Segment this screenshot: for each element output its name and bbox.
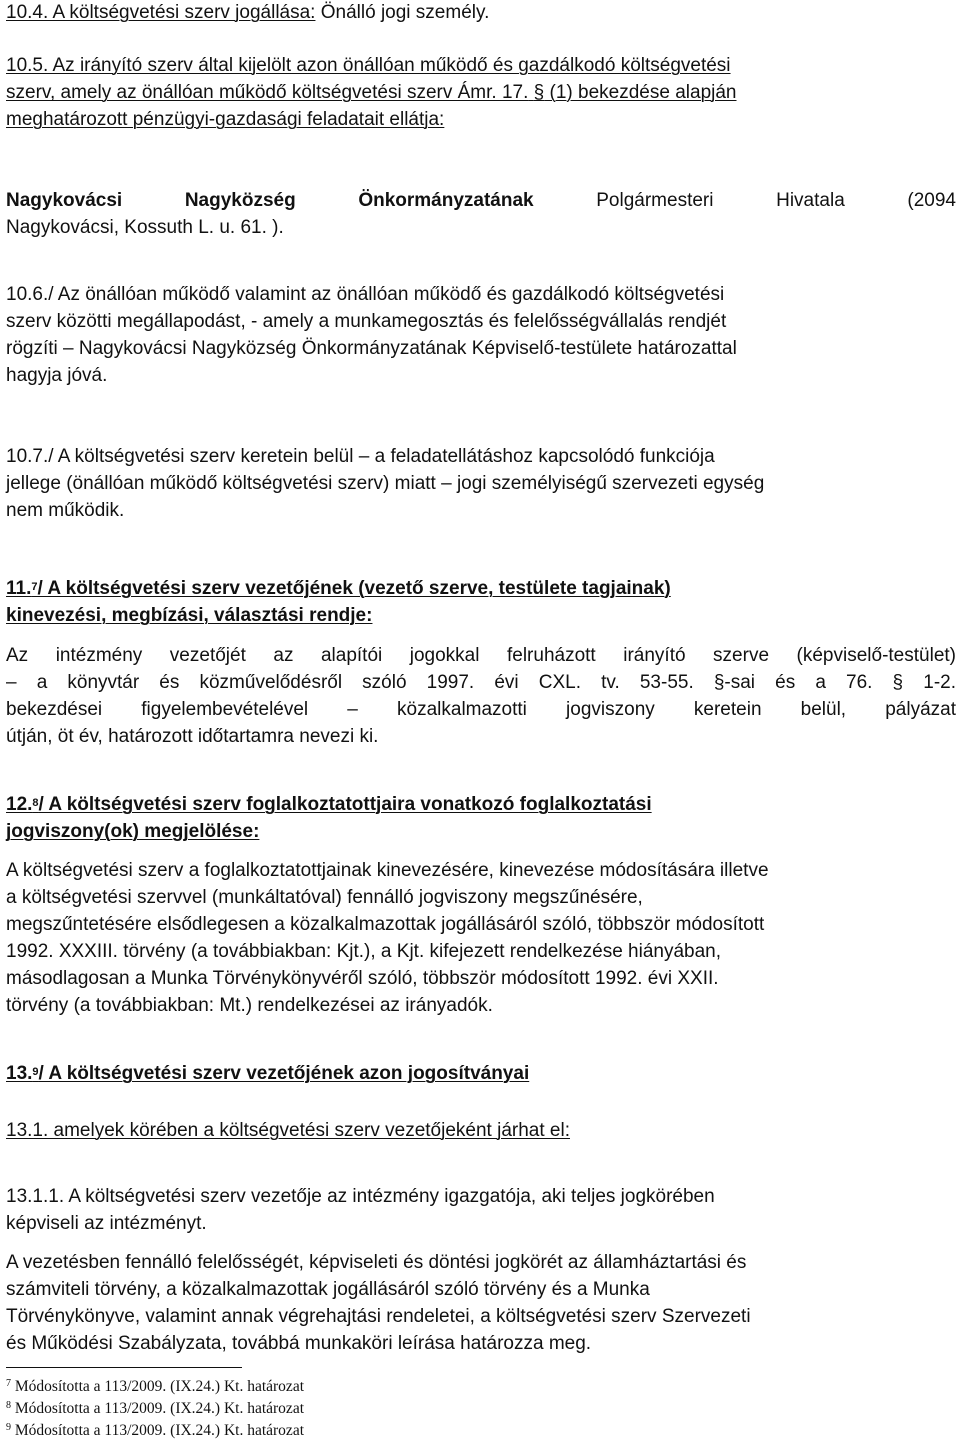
section-12-heading-2: jogviszony(ok) megjelölése: bbox=[6, 821, 260, 842]
section-10-4-value: Önálló jogi személy. bbox=[315, 2, 490, 23]
section-12-body-line-4: 1992. XXXIII. törvény (a továbbiakban: Kjt.), a Kjt. kifejezett rendelkezése hiányában, bbox=[6, 941, 722, 962]
footnote-9: $^9$ Módosította a 113/2009. (IX.24.) Kt. határozat bbox=[6, 1422, 305, 1439]
section-13-para-line-1: A vezetésben fennálló felelősségét, képviseleti és döntési jogkörét az államháztartási és bbox=[6, 1252, 747, 1273]
section-10-5-line-1: 10.5. Az irányító szerv által kijelölt azon önállóan működő és gazdálkodó költségvetési bbox=[6, 55, 731, 76]
section-sign: § bbox=[533, 82, 545, 103]
section-12-body-line-3: megszűntetésére elsődlegesen a közalkalmazottak jogállásáról szóló, többször módosított bbox=[6, 914, 765, 935]
section-10-5-line-2: szerv, amely az önállóan működő költségvetési szerv Ámr. 17. § (1) bekezdése alapján bbox=[6, 82, 737, 103]
section-13-1-1-line-2: képviseli az intézményt. bbox=[6, 1213, 207, 1234]
footnote-separator bbox=[6, 1367, 242, 1368]
footnote-7: $^7$ Módosította a 113/2009. (IX.24.) Kt. határozat bbox=[6, 1378, 305, 1395]
section-10-4 bbox=[6, 2, 489, 24]
organisation-line-1: Nagykovácsi Nagyközség Önkormányzatának Polgármesteri Hivatala (2094 bbox=[6, 190, 956, 211]
section-13-1-1-line-1: 13.1.1. A költségvetési szerv vezetője az intézmény igazgatója, aki teljes jogkörében bbox=[6, 1186, 715, 1207]
footnote-ref-8: 8 bbox=[32, 797, 39, 809]
section-10-5-line-3: meghatározott pénzügyi-gazdasági feladatait ellátja: bbox=[6, 109, 445, 130]
section-10-7-line-2: jellege (önállóan működő költségvetési szerv) miatt – jogi személyiségű szervezeti egység bbox=[6, 473, 765, 494]
section-12-body-line-2: a költségvetési szervvel (munkáltatóval) fennálló jogviszony megszűnésére, bbox=[6, 887, 643, 908]
section-10-7-line-3: nem működik. bbox=[6, 500, 125, 521]
section-11-body-line-3: bekezdései figyelembevételével – közalkalmazotti jogviszony keretein belül, pályázat bbox=[6, 699, 956, 720]
footnote-ref-9: 9 bbox=[32, 1066, 39, 1078]
section-10-6-line-1: 10.6./ Az önállóan működő valamint az önállóan működő és gazdálkodó költségvetési bbox=[6, 284, 725, 305]
section-10-6-line-2: szerv közötti megállapodást, - amely a munkamegosztás és felelősségvállalás rendjét bbox=[6, 311, 727, 332]
section-13-para-line-4: és Működési Szabályzata, továbbá munkaköri leírása határozza meg. bbox=[6, 1333, 592, 1354]
section-12-body-line-6: törvény (a továbbiakban: Mt.) rendelkezései az irányadók. bbox=[6, 995, 493, 1016]
section-13-para-line-3: Törvénykönyve, valamint annak végrehajtási rendeletei, a költségvetési szerv Szervezeti bbox=[6, 1306, 751, 1327]
section-10-6-line-3: rögzíti – Nagykovácsi Nagyközség Önkormányzatának Képviselő-testülete határozattal bbox=[6, 338, 737, 359]
section-13-para-line-2: számviteli törvény, a közalkalmazottak jogállásáról szóló törvény és a Munka bbox=[6, 1279, 650, 1300]
section-12-heading-1: 12.$^8$/ A költségvetési szerv foglalkoztatottjaira vonatkozó foglalkoztatási bbox=[6, 794, 652, 815]
organisation-name: Nagykovácsi Nagyközség Önkormányzatának bbox=[6, 190, 534, 211]
footnote-ref-7: 7 bbox=[31, 581, 38, 593]
section-11-body-line-2: – a könyvtár és közművelődésről szóló 1997. évi CXL. tv. 53-55. §-sai és a 76. § 1-2. bbox=[6, 672, 956, 693]
footnote-8: $^8$ Módosította a 113/2009. (IX.24.) Kt. határozat bbox=[6, 1400, 305, 1417]
section-10-7-line-1: 10.7./ A költségvetési szerv keretein belül – a feladatellátáshoz kapcsolódó funkciója bbox=[6, 446, 715, 467]
section-11-heading-1: 11.$^7$/ A költségvetési szerv vezetőjének (vezető szerve, testülete tagjainak) bbox=[6, 578, 671, 599]
section-12-body-line-5: másodlagosan a Munka Törvénykönyvéről szóló, többször módosított 1992. évi XXII. bbox=[6, 968, 719, 989]
section-11-body-line-1: Az intézmény vezetőjét az alapítói jogokkal felruházott irányító szerve (képviselő-testület) bbox=[6, 645, 956, 666]
section-13-heading: 13.$^9$/ A költségvetési szerv vezetőjének azon jogosítványai bbox=[6, 1063, 530, 1084]
organisation-line-2: Nagykovácsi, Kossuth L. u. 61. ). bbox=[6, 217, 284, 238]
section-13-1: 13.1. amelyek körében a költségvetési szerv vezetőjeként járhat el: bbox=[6, 1120, 570, 1141]
section-12-body-line-1: A költségvetési szerv a foglalkoztatottjainak kinevezésére, kinevezése módosítására illetve bbox=[6, 860, 769, 881]
section-11-heading-2: kinevezési, megbízási, választási rendje: bbox=[6, 605, 373, 626]
section-11-body-line-4: útján, öt év, határozott időtartamra nevezi ki. bbox=[6, 726, 379, 747]
section-10-4-label: 10.4. A költségvetési szerv jogállása: bbox=[6, 2, 316, 23]
section-10-6-line-4: hagyja jóvá. bbox=[6, 365, 108, 386]
